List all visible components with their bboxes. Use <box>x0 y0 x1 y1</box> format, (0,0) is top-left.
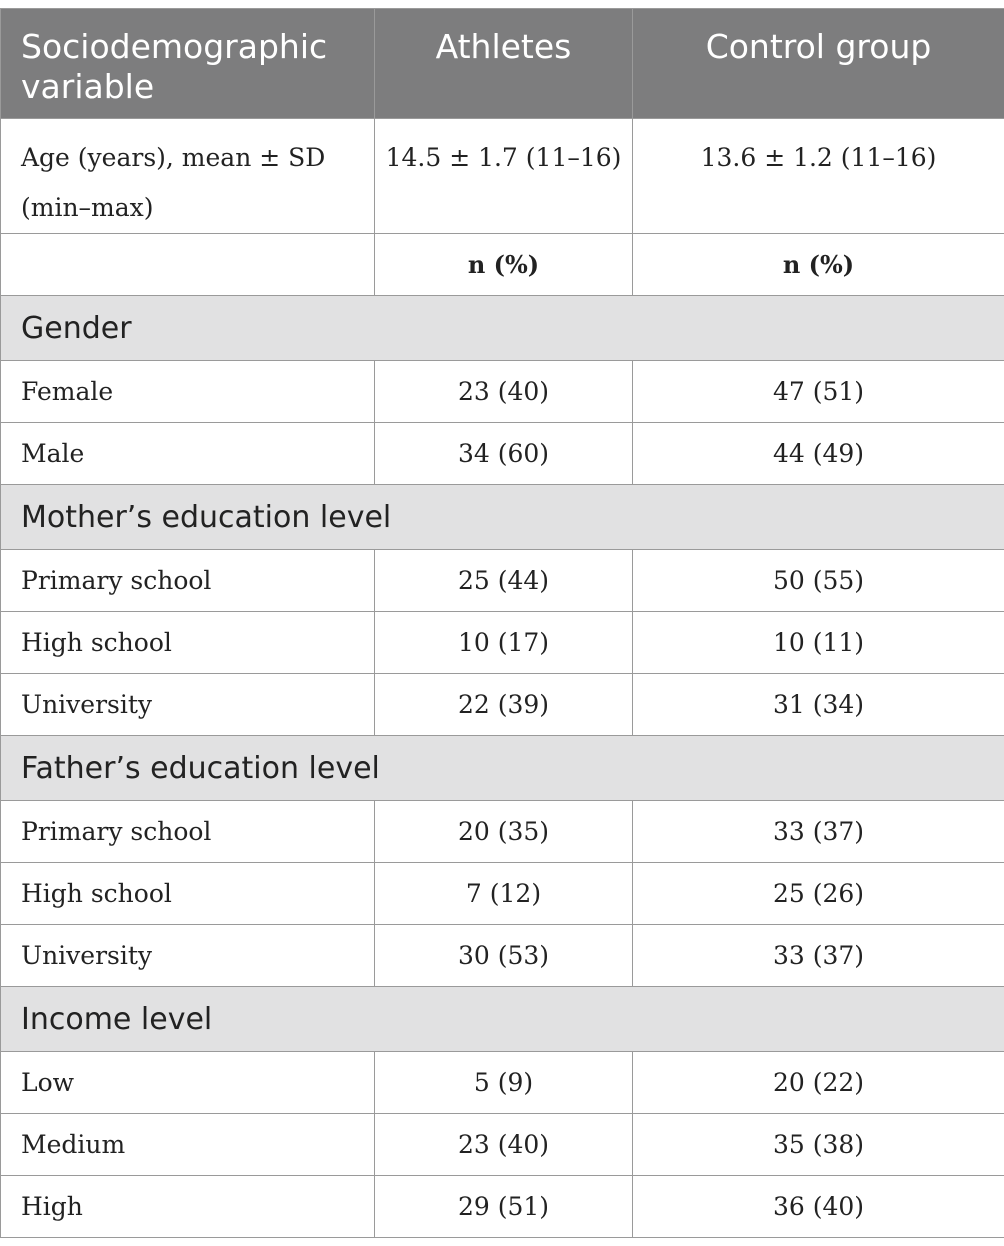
header-row <box>1 9 1004 119</box>
n-percent-athletes: n (%) <box>375 234 633 296</box>
row-label: High school <box>1 863 375 925</box>
row-athletes: 23 (40) <box>375 361 633 423</box>
row-athletes: 25 (44) <box>375 550 633 612</box>
row-control: 25 (26) <box>633 863 1004 925</box>
row-athletes: 10 (17) <box>375 612 633 674</box>
row-label: Primary school <box>1 550 375 612</box>
row-control: 44 (49) <box>633 423 1004 485</box>
age-control: 13.6 ± 1.2 (11–16) <box>633 119 1004 234</box>
row-label: Low <box>1 1052 375 1114</box>
section-income-level <box>1 987 1004 1052</box>
row-control: 36 (40) <box>633 1176 1004 1238</box>
table-row <box>1 863 1004 925</box>
age-row <box>1 119 1004 234</box>
row-athletes: 34 (60) <box>375 423 633 485</box>
row-label: High school <box>1 612 375 674</box>
table-row <box>1 1052 1004 1114</box>
section-title: Income level <box>1 987 1004 1052</box>
section-mothers-education <box>1 485 1004 550</box>
section-title: Gender <box>1 296 1004 361</box>
section-title: Father’s education level <box>1 736 1004 801</box>
table-row <box>1 925 1004 987</box>
row-control: 10 (11) <box>633 612 1004 674</box>
header-athletes: Athletes <box>375 9 633 119</box>
section-title: Mother’s education level <box>1 485 1004 550</box>
n-percent-control: n (%) <box>633 234 1004 296</box>
row-athletes: 29 (51) <box>375 1176 633 1238</box>
sociodemographic-table <box>0 8 1004 1238</box>
row-athletes: 7 (12) <box>375 863 633 925</box>
row-label: Primary school <box>1 801 375 863</box>
age-label: Age (years), mean ± SD (min–max) <box>1 119 375 234</box>
row-control: 31 (34) <box>633 674 1004 736</box>
row-athletes: 23 (40) <box>375 1114 633 1176</box>
row-athletes: 5 (9) <box>375 1052 633 1114</box>
table-row <box>1 1114 1004 1176</box>
n-percent-row <box>1 234 1004 296</box>
row-control: 50 (55) <box>633 550 1004 612</box>
row-label: High <box>1 1176 375 1238</box>
section-fathers-education <box>1 736 1004 801</box>
row-athletes: 20 (35) <box>375 801 633 863</box>
row-control: 20 (22) <box>633 1052 1004 1114</box>
age-athletes: 14.5 ± 1.7 (11–16) <box>375 119 633 234</box>
row-control: 33 (37) <box>633 801 1004 863</box>
row-label: Female <box>1 361 375 423</box>
row-athletes: 22 (39) <box>375 674 633 736</box>
table-container <box>0 8 1004 1238</box>
row-label: Medium <box>1 1114 375 1176</box>
row-label: Male <box>1 423 375 485</box>
header-variable: Sociodemographic variable <box>1 9 375 119</box>
row-control: 47 (51) <box>633 361 1004 423</box>
table-row <box>1 1176 1004 1238</box>
row-control: 35 (38) <box>633 1114 1004 1176</box>
header-control-group: Control group <box>633 9 1004 119</box>
table-row <box>1 550 1004 612</box>
table-row <box>1 801 1004 863</box>
row-control: 33 (37) <box>633 925 1004 987</box>
row-label: University <box>1 674 375 736</box>
section-gender <box>1 296 1004 361</box>
n-percent-blank <box>1 234 375 296</box>
row-athletes: 30 (53) <box>375 925 633 987</box>
table-row <box>1 423 1004 485</box>
table-row <box>1 674 1004 736</box>
table-row <box>1 361 1004 423</box>
table-row <box>1 612 1004 674</box>
row-label: University <box>1 925 375 987</box>
